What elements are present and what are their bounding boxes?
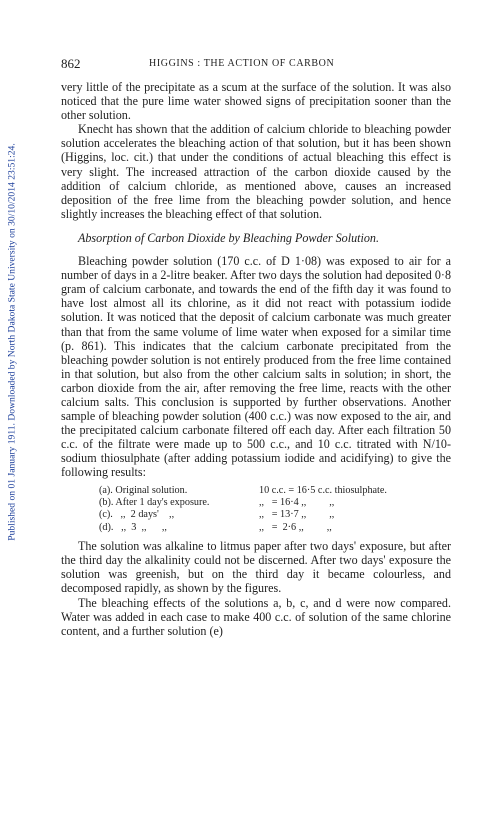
paragraph-5: The bleaching effects of the solutions a, b, c, and d were now compared. Water was added in each case to make 400 c.c. of solution of the same chlorine content, and a further solution (e) bbox=[61, 595, 451, 638]
results-label: (c). ,, 2 days' ,, bbox=[99, 509, 175, 521]
results-label: (d). ,, 3 ,, ,, bbox=[99, 521, 167, 533]
results-row bbox=[99, 497, 451, 509]
paragraph-2: Knecht has shown that the addition of calcium chloride to bleaching powder solution accelerates the bleaching action of that solution, but it has been shown (Higgins, loc. cit.) that under the conditions of actual bleaching this effect is very slight. The increased attraction of the carbon dioxide caused by the addition of calcium chloride, as mentioned above, causes an increased deposition of the free lime from the bleaching powder solution, and hence slightly increases the bleaching effect of that solution. bbox=[61, 122, 451, 221]
paragraph-4: The solution was alkaline to litmus paper after two days' exposure, but after the third day the alkalinity could not be discerned. After two days' exposure the solution was greenish, but on the third day it became colourless, and decomposed rapidly, as shown by the figures. bbox=[61, 539, 451, 596]
paragraph-1: very little of the precipitate as a scum at the surface of the solution. It was also noticed that the pure lime water showed signs of precipitation sooner than the other solution. bbox=[61, 80, 451, 123]
results-value: 10 c.c. = 16·5 c.c. thiosulphate. bbox=[259, 484, 387, 496]
download-watermark-text: Published on 01 January 1911. Downloaded by North Dakota State University on 30/10/2014 23:51:24. bbox=[6, 143, 18, 541]
results-row bbox=[99, 485, 451, 497]
results-table bbox=[99, 485, 451, 535]
section-subheading: Absorption of Carbon Dioxide by Bleaching Powder Solution. bbox=[78, 230, 379, 245]
results-label: (a). Original solution. bbox=[99, 484, 188, 496]
results-value: ,, = 16·4 ,, ,, bbox=[259, 496, 335, 508]
download-watermark bbox=[3, 82, 21, 602]
running-head: HIGGINS : THE ACTION OF CARBON bbox=[149, 58, 335, 69]
body-text bbox=[61, 80, 451, 638]
results-value: ,, = 2·6 ,, ,, bbox=[259, 521, 332, 533]
page-header bbox=[61, 56, 451, 72]
paragraph-3: Bleaching powder solution (170 c.c. of D 1·08) was exposed to air for a number of days in a 2-litre beaker. After two days the solution had deposited 0·8 gram of calcium carbonate, and towards the end of the fifth day it was found to have lost almost all its chlorine, as it did not react with potassium iodide solution. It was noticed that the deposit of calcium carbonate was much greater than that from the same volume of lime water when exposed for a similar time (p. 861). This indicates that the calcium carbonate precipitated from the bleaching powder solution is not entirely produced from the free lime contained in that solution, but also from the other calcium salts in solution; in short, the carbon dioxide from the air, after removing the free lime, reacts with the other calcium salts. This conclusion is supported by further observations. Another sample of bleaching powder solution (400 c.c.) was now exposed to the air, and the precipitated calcium carbonate filtered off each day. After each filtration 50 c.c. of the filtrate were made up to 500 c.c., and 10 c.c. titrated with N/10-sodium thiosulphate (after adding potassium iodide and acidifying) to give the following results: bbox=[61, 254, 451, 480]
results-row bbox=[99, 522, 451, 534]
results-label: (b). After 1 day's exposure. bbox=[99, 496, 210, 508]
results-value: ,, = 13·7 ,, ,, bbox=[259, 509, 335, 521]
results-row bbox=[99, 509, 451, 521]
page-number: 862 bbox=[61, 56, 81, 71]
